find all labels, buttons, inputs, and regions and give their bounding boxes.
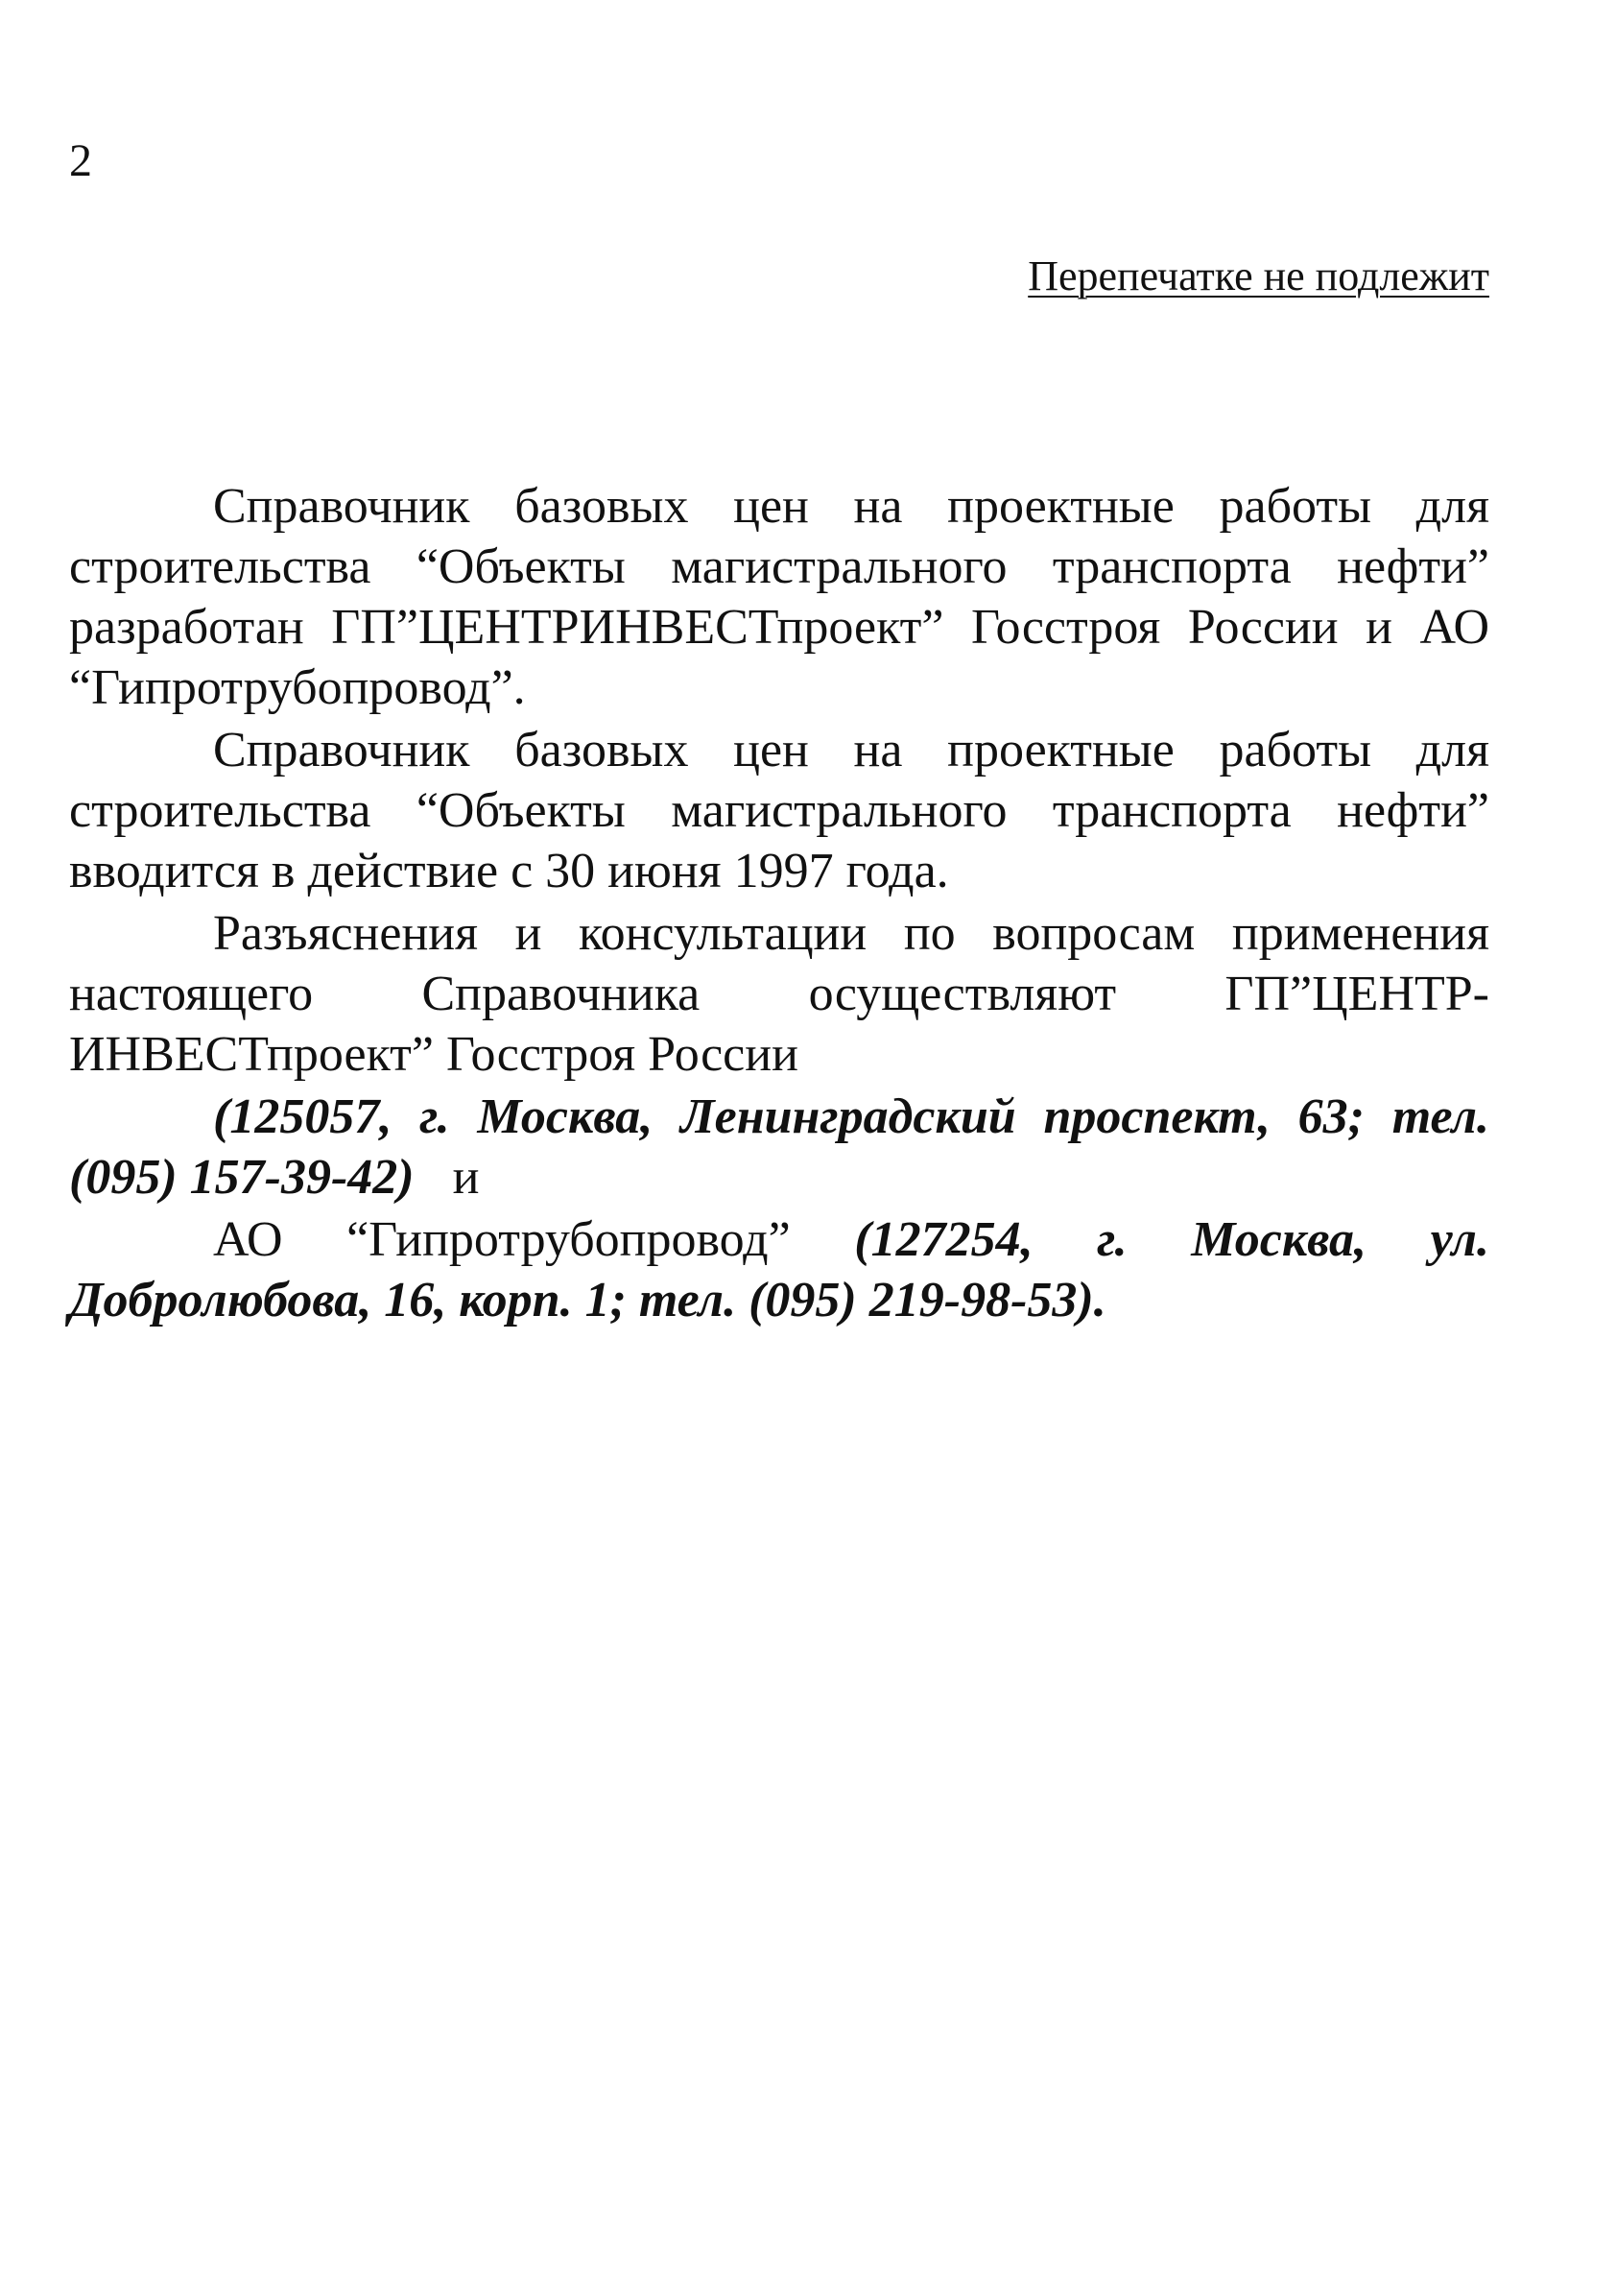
address-centrinvest: (125057, г. Москва, Ленинградский проспект, 63; тел. (095) 157-39-42) (69, 1089, 1489, 1205)
address-giprotruboprovod: (127254, г. Москва, ул. Добролюбова, 16, корп. 1; тел. (095) 219-98-53). (69, 1212, 1489, 1327)
reprint-notice: Перепечатке не подлежит (1028, 252, 1489, 299)
document-body (69, 476, 1489, 1332)
paragraph-effective-date: Справочник базовых цен на проектные работы для строительства “Объекты магистрального транспорта нефти” вводится в действие с 30 июня 1997 года. (69, 723, 1489, 898)
paragraph-consultations: Разъяснения и консультации по вопросам применения настоящего Справочника осуществляют ГП”ЦЕНТР-ИНВЕСТпроект” Госстроя России (69, 906, 1489, 1082)
paragraph-developers: Справочник базовых цен на проектные работы для строительства “Объекты магистрального транспорта нефти” разработан ГП”ЦЕНТРИНВЕСТпроект” Госстроя России и АО “Гипротрубопровод”. (69, 479, 1489, 715)
org-giprotruboprovod: АО “Гипротрубопровод” (213, 1212, 791, 1267)
conjunction-and: и (452, 1150, 480, 1205)
page-number: 2 (69, 135, 92, 186)
paragraph-address-2 (69, 1209, 1489, 1330)
paragraph-address-1 (69, 1087, 1489, 1208)
